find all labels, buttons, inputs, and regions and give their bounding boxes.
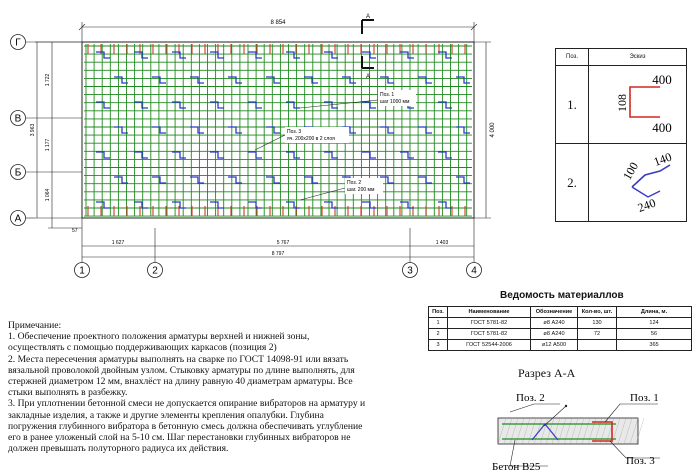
- svg-text:шаг. 200 мм: шаг. 200 мм: [347, 187, 375, 193]
- table-row: 1 ГОСТ 5781-82 ø8 А240 130 124: [429, 318, 692, 329]
- svg-text:400: 400: [652, 120, 672, 135]
- dim-bottom-1: 1 627: [111, 240, 125, 246]
- dim-bottom-3: 1 403: [435, 240, 449, 246]
- svg-text:шаг 1000 мм: шаг 1000 мм: [380, 99, 410, 105]
- axis-bubble-в: [11, 111, 26, 126]
- callout-pos-1: [300, 90, 416, 108]
- sketch-cell-2: [589, 144, 687, 222]
- bar-1-sketch: [590, 67, 685, 137]
- reinforcement-mesh: [84, 44, 472, 216]
- note-line: стыки выполнять в разбежку.: [8, 387, 128, 399]
- sketch-header-pos: Поз.: [556, 49, 589, 66]
- note-line: 2. Места пересечения арматуры выполнять на сварке по ГОСТ 14098-91 или вязать: [8, 353, 349, 365]
- svg-text:2: 2: [152, 265, 158, 277]
- axis-bubble-б: [11, 165, 26, 180]
- dim-left-2: 1 177: [45, 138, 51, 152]
- mat-header-length: Длина, м.: [617, 307, 692, 318]
- sketch-pos-1: 1.: [556, 66, 589, 144]
- section-drawing: [470, 384, 695, 474]
- table-row: 3 ГОСТ 52544-2006 ø12 А500 365: [429, 340, 692, 351]
- note-line: осуществлять с помощью поддерживающих каркасов (позиция 2): [8, 342, 277, 354]
- label-concrete: Бетон В25: [492, 461, 541, 473]
- svg-text:240: 240: [635, 195, 658, 215]
- note-line: погружения глубинного вибратора в бетонную смесь должна обеспечивать углубление: [8, 420, 363, 432]
- axis-bubble-г: [11, 35, 26, 50]
- svg-text:Б: Б: [14, 167, 22, 179]
- svg-text:В: В: [14, 113, 22, 125]
- support-chairs: [96, 52, 470, 208]
- svg-text:108: 108: [615, 94, 629, 112]
- notes: [8, 320, 420, 454]
- edge-bars: [88, 44, 465, 216]
- mat-header-qty: Кол-во, шт.: [578, 307, 617, 318]
- note-line: вязальной проволокой двойным узлом. Стыковку арматуры по длине выполнять, для: [8, 364, 355, 376]
- axis-bubble-3: [403, 263, 418, 278]
- left-dimensions: [35, 42, 82, 228]
- dim-total-top: 8 854: [270, 20, 286, 26]
- sketch-cell-1: [589, 66, 687, 144]
- axis-bubble-4: [467, 263, 482, 278]
- label-pos-2: Поз. 2: [516, 392, 545, 404]
- svg-text:1: 1: [79, 265, 85, 277]
- section-title: Разрез А-А: [518, 366, 576, 380]
- note-line: должен превышать полуторного радиуса их действия.: [8, 443, 229, 455]
- svg-text:100: 100: [619, 159, 642, 183]
- sketch-table: [555, 48, 687, 222]
- mat-header-pos: Поз.: [429, 307, 448, 318]
- note-line: 3. При уплотнении бетонной смеси не допускается опирание вибраторов на арматуру и: [8, 398, 366, 410]
- svg-text:140: 140: [651, 149, 674, 169]
- svg-text:Поз. 3: Поз. 3: [287, 129, 302, 135]
- dim-left-3: 1 064: [45, 188, 51, 202]
- axis-bubble-2: [148, 263, 163, 278]
- dim-bottom-2: 5 767: [276, 240, 290, 246]
- label-pos-1: Поз. 1: [630, 392, 659, 404]
- svg-text:Поз. 2: Поз. 2: [347, 180, 362, 186]
- section-marker-bottom: А: [366, 74, 371, 80]
- materials-table: [428, 306, 692, 351]
- svg-text:4: 4: [471, 265, 477, 277]
- mat-header-designation: Обозначение: [531, 307, 578, 318]
- note-line: стержней диаметром 12 мм, внахлёст на длину равную 40 диаметрам арматуры. Все: [8, 376, 353, 388]
- right-dimension: [474, 42, 491, 218]
- svg-text:400: 400: [652, 72, 672, 87]
- dim-right: 4 000: [490, 122, 496, 138]
- dim-left-small: 57: [72, 228, 78, 234]
- svg-text:Поз. 1: Поз. 1: [380, 92, 395, 98]
- svg-text:яч. 200х200 в 2 слоя: яч. 200х200 в 2 слоя: [287, 136, 335, 142]
- note-line: закладные изделия, а также и другие элементы крепления опалубки. Глубина: [8, 409, 324, 421]
- note-line: его в ранее уложеный слой на 5-10 см. Шаг перестановки глубинных вибраторов не: [8, 432, 351, 444]
- dim-left-total: 3 963: [30, 123, 36, 137]
- svg-text:3: 3: [407, 265, 413, 277]
- label-pos-3: Поз. 3: [626, 455, 655, 467]
- materials-title: Ведомость материаллов: [500, 290, 624, 301]
- reinforcement-plan: [0, 0, 520, 290]
- notes-title: Примечание:: [8, 320, 62, 331]
- materials-header-row: [429, 307, 692, 318]
- mat-header-name: Наименование: [448, 307, 531, 318]
- bar-2-sketch: [590, 145, 685, 215]
- axis-bubble-а: [11, 211, 26, 226]
- callout-pos-3: [255, 127, 349, 150]
- table-row: 2 ГОСТ 5781-82 ø8 А240 72 56: [429, 329, 692, 340]
- svg-text:А: А: [14, 213, 22, 225]
- sketch-pos-2: 2.: [556, 144, 589, 222]
- axis-bubble-1: [75, 263, 90, 278]
- note-line: 1. Обеспечение проектного положения арматуры верхней и нижней зоны,: [8, 331, 310, 343]
- section-marker-top: А: [366, 14, 371, 20]
- dim-left-1: 1 722: [45, 73, 51, 87]
- svg-text:Г: Г: [15, 37, 21, 49]
- dim-bottom-total: 8 797: [271, 251, 285, 257]
- sketch-header-sketch: Эскиз: [589, 49, 687, 66]
